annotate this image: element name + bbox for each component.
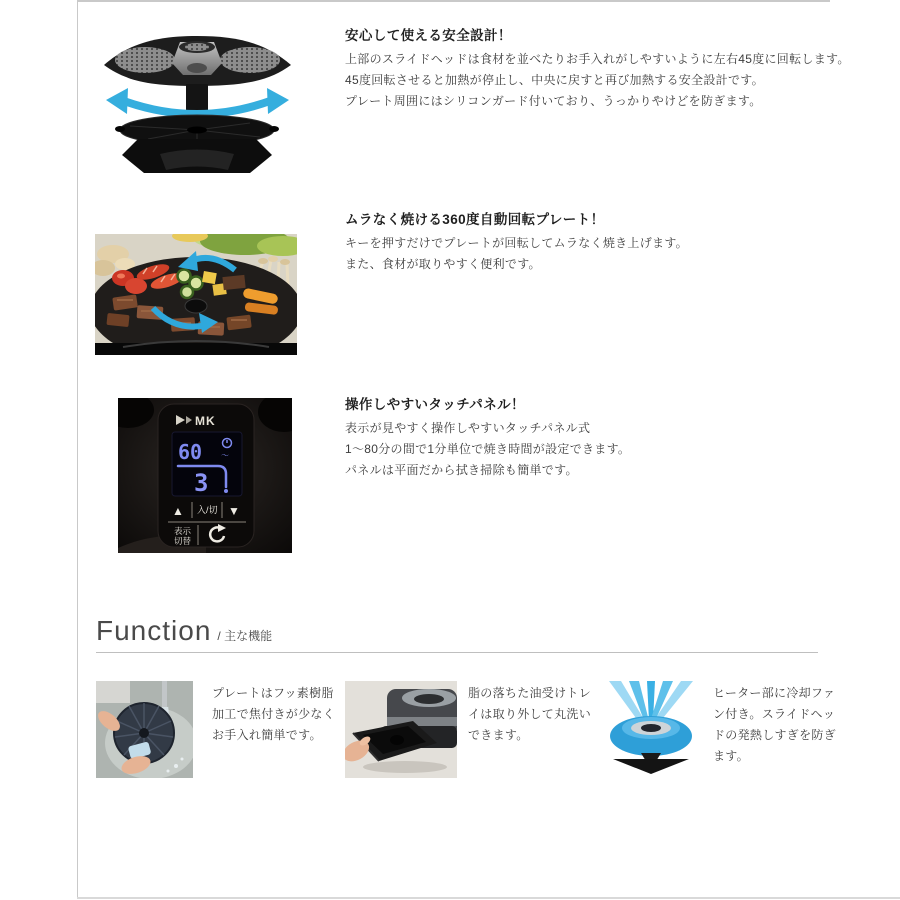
plate-base	[95, 343, 297, 355]
unit-indicator: ～	[221, 451, 229, 460]
function-item-1-line-3: お手入れ簡単です。	[212, 728, 322, 742]
lcd-display	[172, 432, 242, 497]
cooling-fan-photo	[597, 681, 705, 776]
feature-2-title: ムラなく焼ける360度自動回転プレート！	[345, 212, 605, 227]
function-image-cooling-fan	[597, 681, 705, 776]
function-item-3-line-4: ます。	[713, 749, 749, 763]
power-button[interactable]: 入/切	[197, 505, 218, 515]
function-image-plate-washing	[96, 681, 193, 778]
feature-1-line-3: プレート周囲にはシリコンガード付いており、うっかりやけどを防ぎます。	[345, 94, 762, 108]
function-divider	[96, 652, 818, 653]
function-item-2-line-3: できます。	[468, 728, 529, 742]
function-item-3-line-3: ドの発熱しすぎを防ぎ	[713, 728, 837, 742]
slide-head-illustration	[100, 27, 295, 175]
page-bottom-border	[77, 897, 900, 899]
function-heading-en: Function	[96, 615, 212, 646]
feature-image-rotating-plate	[95, 234, 297, 355]
feature-3-line-3: パネルは平面だから拭き掃除も簡単です。	[345, 463, 578, 477]
minutes-display: 60	[178, 440, 203, 464]
function-heading-ja: / 主な機能	[217, 629, 273, 643]
page-left-border	[77, 0, 78, 898]
function-item-3-line-2: ン付き。スライドヘッ	[713, 707, 836, 721]
value-display: 3	[194, 469, 209, 497]
feature-2-text	[345, 208, 688, 275]
function-item-2-text	[468, 683, 591, 746]
oil-tray-photo	[345, 681, 457, 778]
appliance-base	[122, 139, 272, 173]
function-item-2-line-2: イは取り外して丸洗い	[468, 707, 592, 721]
feature-3-line-2: 1～80分の間で1分単位で焼き時間が設定できます。	[345, 442, 631, 456]
feature-image-slide-head	[100, 27, 295, 175]
touch-panel-photo	[118, 398, 292, 553]
function-item-2-line-1: 脂の落ちた油受けトレ	[468, 686, 592, 700]
feature-1-text	[345, 24, 850, 112]
head-neck	[186, 84, 208, 111]
faucet	[162, 681, 167, 707]
feature-2-line-1: キーを押すだけでプレートが回転してムラなく焼き上げます。	[345, 236, 688, 250]
feature-image-touch-panel	[118, 398, 292, 553]
up-button[interactable]: ▲	[172, 504, 184, 518]
function-image-oil-tray	[345, 681, 457, 778]
function-item-3-line-1: ヒーター部に冷却ファ	[713, 686, 836, 700]
feature-1-title: 安心して使える安全設計！	[345, 28, 512, 43]
page-top-border	[77, 0, 830, 2]
feature-3-text	[345, 393, 630, 481]
function-item-1-line-1: プレートはフッ素樹脂	[212, 686, 334, 700]
feature-3-title: 操作しやすいタッチパネル！	[345, 397, 525, 412]
function-item-1-line-2: 加工で焦付きが少なく	[212, 707, 336, 721]
plate-washing-photo	[96, 681, 193, 778]
feature-3-line-1: 表示が見やすく操作しやすいタッチパネル式	[345, 421, 591, 435]
down-button[interactable]: ▼	[228, 504, 240, 518]
feature-1-line-2: 45度回転させると加熱が停止し、中央に戻すと再び加熱する安全設計です。	[345, 73, 764, 87]
function-section-heading	[96, 615, 272, 647]
slide-head	[104, 36, 291, 86]
rotating-plate-photo	[95, 234, 297, 355]
function-item-3-text	[713, 683, 836, 767]
display-switch-button-line2[interactable]: 切替	[174, 536, 192, 546]
slide-head-blue	[610, 716, 692, 756]
feature-2-line-2: また、食材が取りやすく便利です。	[345, 257, 541, 271]
svg-text:MK: MK	[195, 414, 216, 428]
function-item-1-text	[212, 683, 335, 746]
feature-1-line-1: 上部のスライドヘッドは食材を並べたりお手入れがしやすいように左右45度に回転します。	[345, 52, 850, 66]
display-switch-button-line1[interactable]: 表示	[174, 526, 192, 536]
